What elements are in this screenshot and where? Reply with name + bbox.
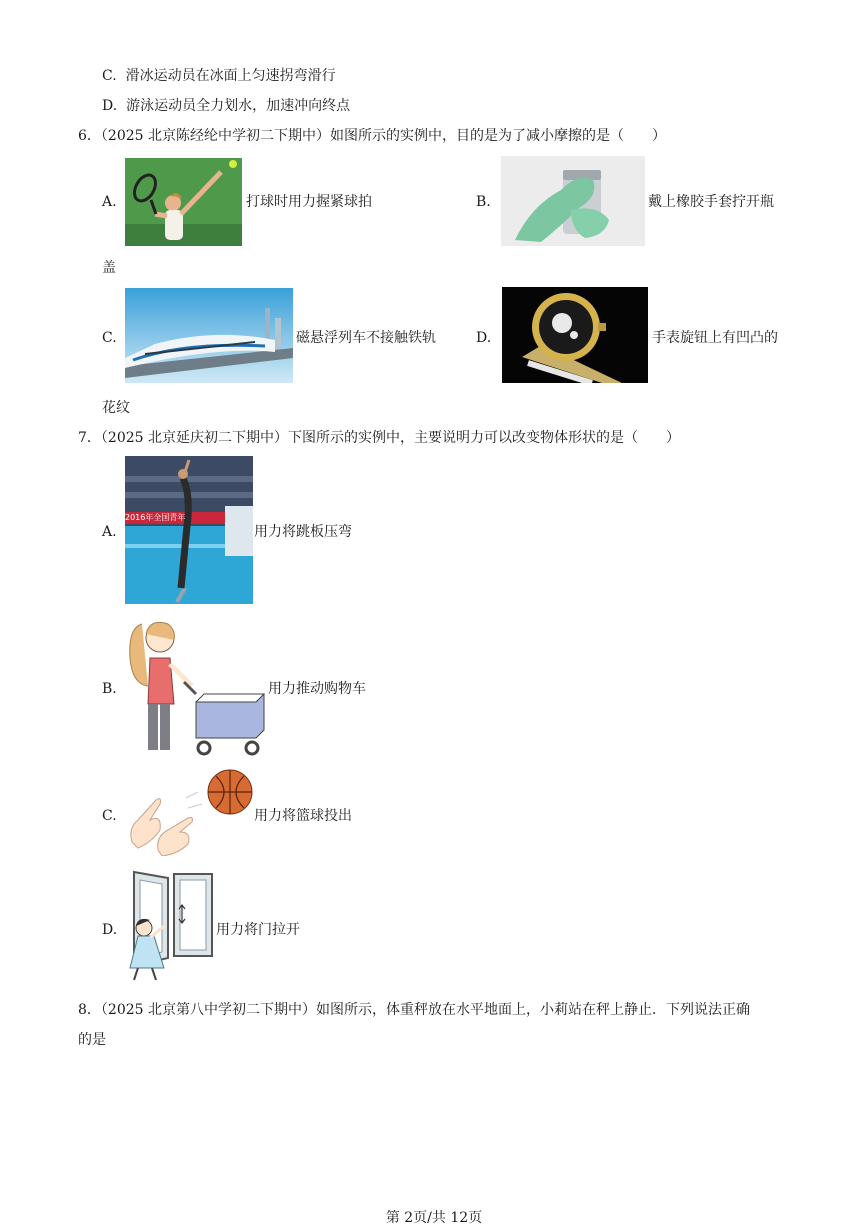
q7-d-letter: D. bbox=[102, 922, 118, 938]
shopping-cart-illustration bbox=[122, 614, 268, 758]
diving-banner-text: 2016年全国青年 bbox=[125, 513, 186, 522]
q5-option-c: C. 滑冰运动员在冰面上匀速拐弯滑行 bbox=[102, 68, 336, 84]
q6-c-letter: C. bbox=[102, 330, 117, 346]
maglev-train-image bbox=[125, 288, 293, 383]
tennis-player-image bbox=[125, 158, 242, 246]
wristwatch-image bbox=[502, 287, 648, 383]
q6-d-text: 手表旋钮上有凹凸的 bbox=[652, 330, 778, 346]
q5-option-d: D. 游泳运动员全力划水，加速冲向终点 bbox=[102, 98, 351, 114]
q7-b-text: 用力推动购物车 bbox=[268, 681, 366, 697]
q7-c-letter: C. bbox=[102, 808, 117, 824]
question-6-stem: 6．（2025 北京陈经纶中学初二下期中）如图所示的实例中，目的是为了减小摩擦的是（ ） bbox=[78, 128, 666, 144]
q6-a-letter: A. bbox=[102, 194, 117, 210]
basketball-throw-illustration bbox=[122, 768, 256, 856]
q6-b-text: 戴上橡胶手套拧开瓶 bbox=[648, 194, 774, 210]
q7-b-letter: B. bbox=[102, 681, 117, 697]
door-pull-illustration bbox=[120, 868, 216, 984]
q6-c-text: 磁悬浮列车不接触铁轨 bbox=[296, 330, 436, 346]
q6-a-text: 打球时用力握紧球拍 bbox=[246, 194, 372, 210]
q7-a-text: 用力将跳板压弯 bbox=[254, 524, 352, 540]
q6-b-letter: B. bbox=[476, 194, 491, 210]
rubber-glove-jar-image bbox=[501, 156, 645, 246]
q6-d-text-wrap: 花纹 bbox=[102, 400, 130, 416]
q6-b-text-wrap: 盖 bbox=[102, 260, 116, 276]
page-number: 第 2页/共 12页 bbox=[385, 1210, 483, 1226]
q7-c-text: 用力将篮球投出 bbox=[254, 808, 352, 824]
q6-d-letter: D. bbox=[476, 330, 492, 346]
question-8-stem-line1: 8．（2025 北京第八中学初二下期中）如图所示，体重秤放在水平地面上，小莉站在秤上静止．下列说法正确 bbox=[78, 1002, 750, 1018]
question-7-stem: 7．（2025 北京延庆初二下期中）下图所示的实例中，主要说明力可以改变物体形状的是（ ） bbox=[78, 430, 680, 446]
q7-a-letter: A. bbox=[102, 524, 117, 540]
diving-board-image bbox=[125, 456, 253, 604]
question-8-stem-line2: 的是 bbox=[78, 1032, 106, 1048]
q7-d-text: 用力将门拉开 bbox=[216, 922, 300, 938]
